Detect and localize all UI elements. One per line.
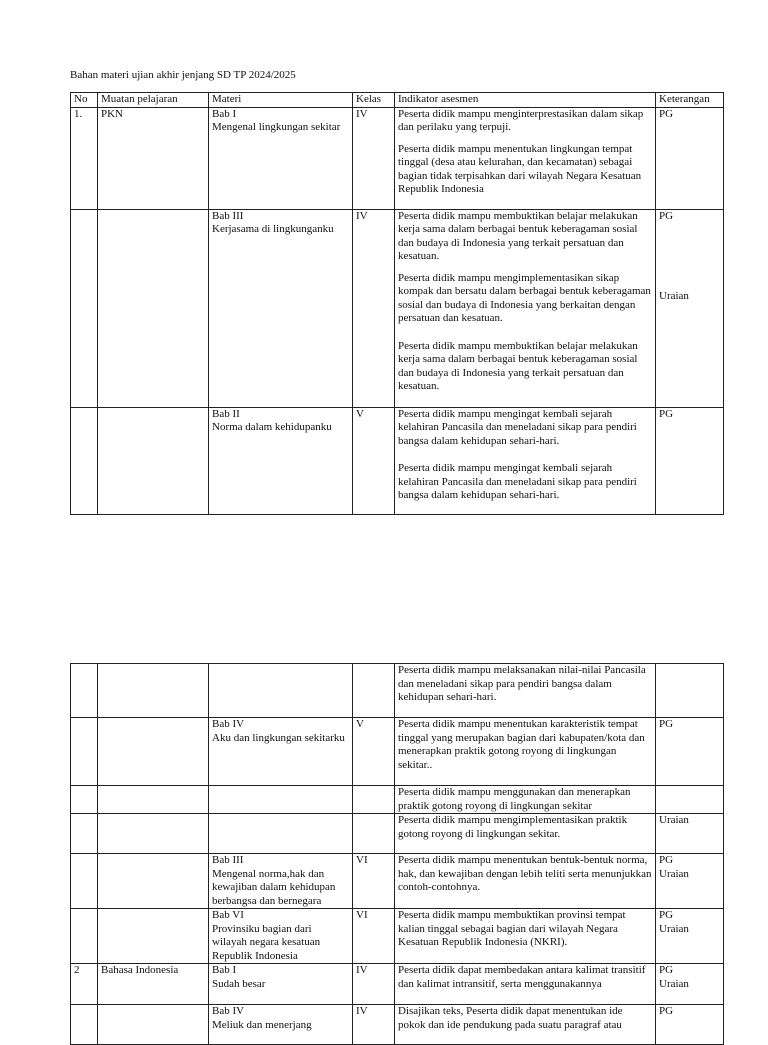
keterangan-value: Uraian (659, 867, 689, 880)
table-row (71, 407, 724, 514)
cell-subject (98, 854, 209, 909)
cell-kelas: IV (353, 107, 395, 209)
cell-kelas: IV (353, 964, 395, 1005)
cell-materi (209, 107, 353, 209)
cell-materi (209, 964, 353, 1005)
cell-indikator: Peserta didik mampu menentukan karakteristik tempat tinggal yang merupakan bagian dari kabupaten/kota dan menerapkan praktik gotong royong di lingkungan sekitar.. (395, 718, 656, 786)
document-title: Bahan materi ujian akhir jenjang SD TP 2024/2025 (70, 69, 296, 81)
cell-keterangan: Uraian (656, 814, 724, 854)
cell-materi (209, 786, 353, 814)
cell-keterangan: PG (656, 407, 724, 514)
header-keterangan: Keterangan (656, 93, 724, 108)
materi-topic: Norma dalam kehidupanku (212, 421, 332, 433)
materi-topic: Meliuk dan menerjang (212, 1018, 312, 1031)
cell-materi (209, 718, 353, 786)
cell-no: 2 (71, 964, 98, 1005)
cell-kelas: V (353, 407, 395, 514)
indikator-text: Peserta didik mampu mengingat kembali sejarah kelahiran Pancasila dan meneladani sikap para pendiri bangsa dalam kehidupan sehari-hari. (398, 462, 637, 501)
header-subject: Muatan pelajaran (98, 93, 209, 108)
header-no: No (71, 93, 98, 108)
cell-subject (98, 664, 209, 718)
cell-indikator: Disajikan teks, Peserta didik dapat menentukan ide pokok dan ide pendukung pada suatu paragraf atau (395, 1005, 656, 1045)
keterangan-value: PG (659, 209, 674, 222)
cell-subject: PKN (98, 107, 209, 209)
cell-keterangan (656, 786, 724, 814)
indikator-text: Peserta didik mampu mengimplementasikan sikap kompak dan bersatu dalam berbagai bentuk keberagaman sosial dan budaya di Indonesia yang berkaitan dengan persatuan dan kesatuan. (398, 271, 651, 324)
materi-topic: Sudah besar (212, 977, 266, 990)
materi-chapter: Bab III (212, 209, 244, 222)
cell-keterangan: PG (656, 718, 724, 786)
cell-materi (209, 1005, 353, 1045)
cell-indikator (395, 209, 656, 407)
keterangan-value: PG (659, 964, 674, 976)
cell-kelas (353, 786, 395, 814)
materials-table-page-1 (70, 92, 724, 515)
table-row (71, 718, 724, 786)
cell-keterangan (656, 909, 724, 964)
table-header-row (71, 93, 724, 108)
keterangan-value: Uraian (659, 977, 689, 990)
cell-no (71, 854, 98, 909)
header-indikator: Indikator asesmen (395, 93, 656, 108)
table-row (71, 854, 724, 909)
cell-materi (209, 407, 353, 514)
indikator-text: Peserta didik mampu membuktikan belajar melakukan kerja sama dalam berbagai bentuk keberagaman sosial dan budaya di Indonesia yang terkait persatuan dan kesatuan. (398, 339, 638, 392)
cell-keterangan: PG (656, 1005, 724, 1045)
cell-no (71, 718, 98, 786)
cell-keterangan (656, 664, 724, 718)
cell-indikator: Peserta didik mampu mengimplementasikan praktik gotong royong di lingkungan sekitar. (395, 814, 656, 854)
table-row (71, 664, 724, 718)
cell-subject (98, 1005, 209, 1045)
materi-chapter: Bab VI (212, 909, 244, 921)
materi-topic: Mengenal lingkungan sekitar (212, 121, 341, 133)
table-row (71, 107, 724, 209)
materi-chapter: Bab IV (212, 1005, 245, 1017)
cell-materi (209, 814, 353, 854)
cell-materi (209, 209, 353, 407)
materi-chapter: Bab I (212, 107, 237, 120)
materi-topic: Kerjasama di lingkunganku (212, 223, 334, 235)
cell-indikator: Peserta didik mampu melaksanakan nilai-nilai Pancasila dan meneladani sikap para pendiri bangsa dalam kehidupan sehari-hari. (395, 664, 656, 718)
cell-no (71, 664, 98, 718)
header-kelas: Kelas (353, 93, 395, 108)
cell-subject: Bahasa Indonesia (98, 964, 209, 1005)
cell-materi (209, 664, 353, 718)
indikator-text: Peserta didik mampu menginterprestasikan dalam sikap dan perilaku yang terpuji. (398, 107, 644, 133)
cell-no: 1. (71, 107, 98, 209)
materi-chapter: Bab II (212, 407, 240, 420)
cell-no (71, 1005, 98, 1045)
cell-indikator (395, 107, 656, 209)
keterangan-value: Uraian (659, 290, 689, 302)
cell-no (71, 209, 98, 407)
cell-indikator: Peserta didik dapat membedakan antara kalimat transitif dan kalimat intransitif, serta menggunakannya (395, 964, 656, 1005)
keterangan-value: Uraian (659, 922, 689, 935)
keterangan-value: PG (659, 854, 674, 866)
cell-subject (98, 786, 209, 814)
cell-kelas: VI (353, 909, 395, 964)
cell-materi (209, 909, 353, 964)
cell-keterangan (656, 964, 724, 1005)
table-row (71, 964, 724, 1005)
cell-kelas (353, 814, 395, 854)
materi-chapter: Bab III (212, 854, 244, 866)
cell-keterangan (656, 209, 724, 407)
cell-materi (209, 854, 353, 909)
cell-subject (98, 718, 209, 786)
materials-table-page-2 (70, 663, 724, 1045)
cell-indikator (395, 407, 656, 514)
cell-keterangan (656, 854, 724, 909)
table-row (71, 909, 724, 964)
cell-keterangan: PG (656, 107, 724, 209)
indikator-text: Peserta didik mampu menentukan lingkungan tempat tinggal (desa atau kelurahan, dan kecamatan) sebagai bagian tidak terpisahkan dari wilayah Negara Kesatuan Republik Indonesia (398, 142, 642, 195)
cell-no (71, 814, 98, 854)
table-row (71, 1005, 724, 1045)
table-row (71, 786, 724, 814)
keterangan-value: PG (659, 909, 674, 921)
cell-no (71, 786, 98, 814)
header-materi: Materi (209, 93, 353, 108)
cell-kelas: IV (353, 209, 395, 407)
materi-topic: Mengenal norma,hak dan kewajiban dalam kehidupan berbangsa dan bernegara (212, 867, 336, 907)
cell-indikator: Peserta didik mampu menentukan bentuk-bentuk norma, hak, dan kewajiban dengan lebih teliti serta menunjukkan contoh-contohnya. (395, 854, 656, 909)
table-row (71, 814, 724, 854)
cell-indikator: Peserta didik mampu membuktikan provinsi tempat kalian tinggal sebagai bagian dari wilayah Negara Kesatuan Republik Indonesia (NKRI). (395, 909, 656, 964)
cell-subject (98, 407, 209, 514)
table-row (71, 209, 724, 407)
materi-topic: Aku dan lingkungan sekitarku (212, 731, 345, 744)
cell-kelas: V (353, 718, 395, 786)
cell-no (71, 909, 98, 964)
cell-subject (98, 814, 209, 854)
materi-topic: Provinsiku bagian dari wilayah negara kesatuan Republik Indonesia (212, 922, 321, 962)
cell-subject (98, 209, 209, 407)
cell-kelas: VI (353, 854, 395, 909)
cell-kelas: IV (353, 1005, 395, 1045)
cell-kelas (353, 664, 395, 718)
cell-no (71, 407, 98, 514)
indikator-text: Peserta didik mampu membuktikan belajar melakukan kerja sama dalam berbagai bentuk keberagaman sosial dan budaya di Indonesia yang terkait persatuan dan kesatuan. (398, 209, 638, 262)
cell-subject (98, 909, 209, 964)
cell-indikator: Peserta didik mampu menggunakan dan menerapkan praktik gotong royong di lingkungan sekitar (395, 786, 656, 814)
materi-chapter: Bab IV (212, 718, 245, 730)
materi-chapter: Bab I (212, 964, 237, 976)
indikator-text: Peserta didik mampu mengingat kembali sejarah kelahiran Pancasila dan meneladani sikap para pendiri bangsa dalam kehidupan sehari-hari. (398, 407, 637, 447)
